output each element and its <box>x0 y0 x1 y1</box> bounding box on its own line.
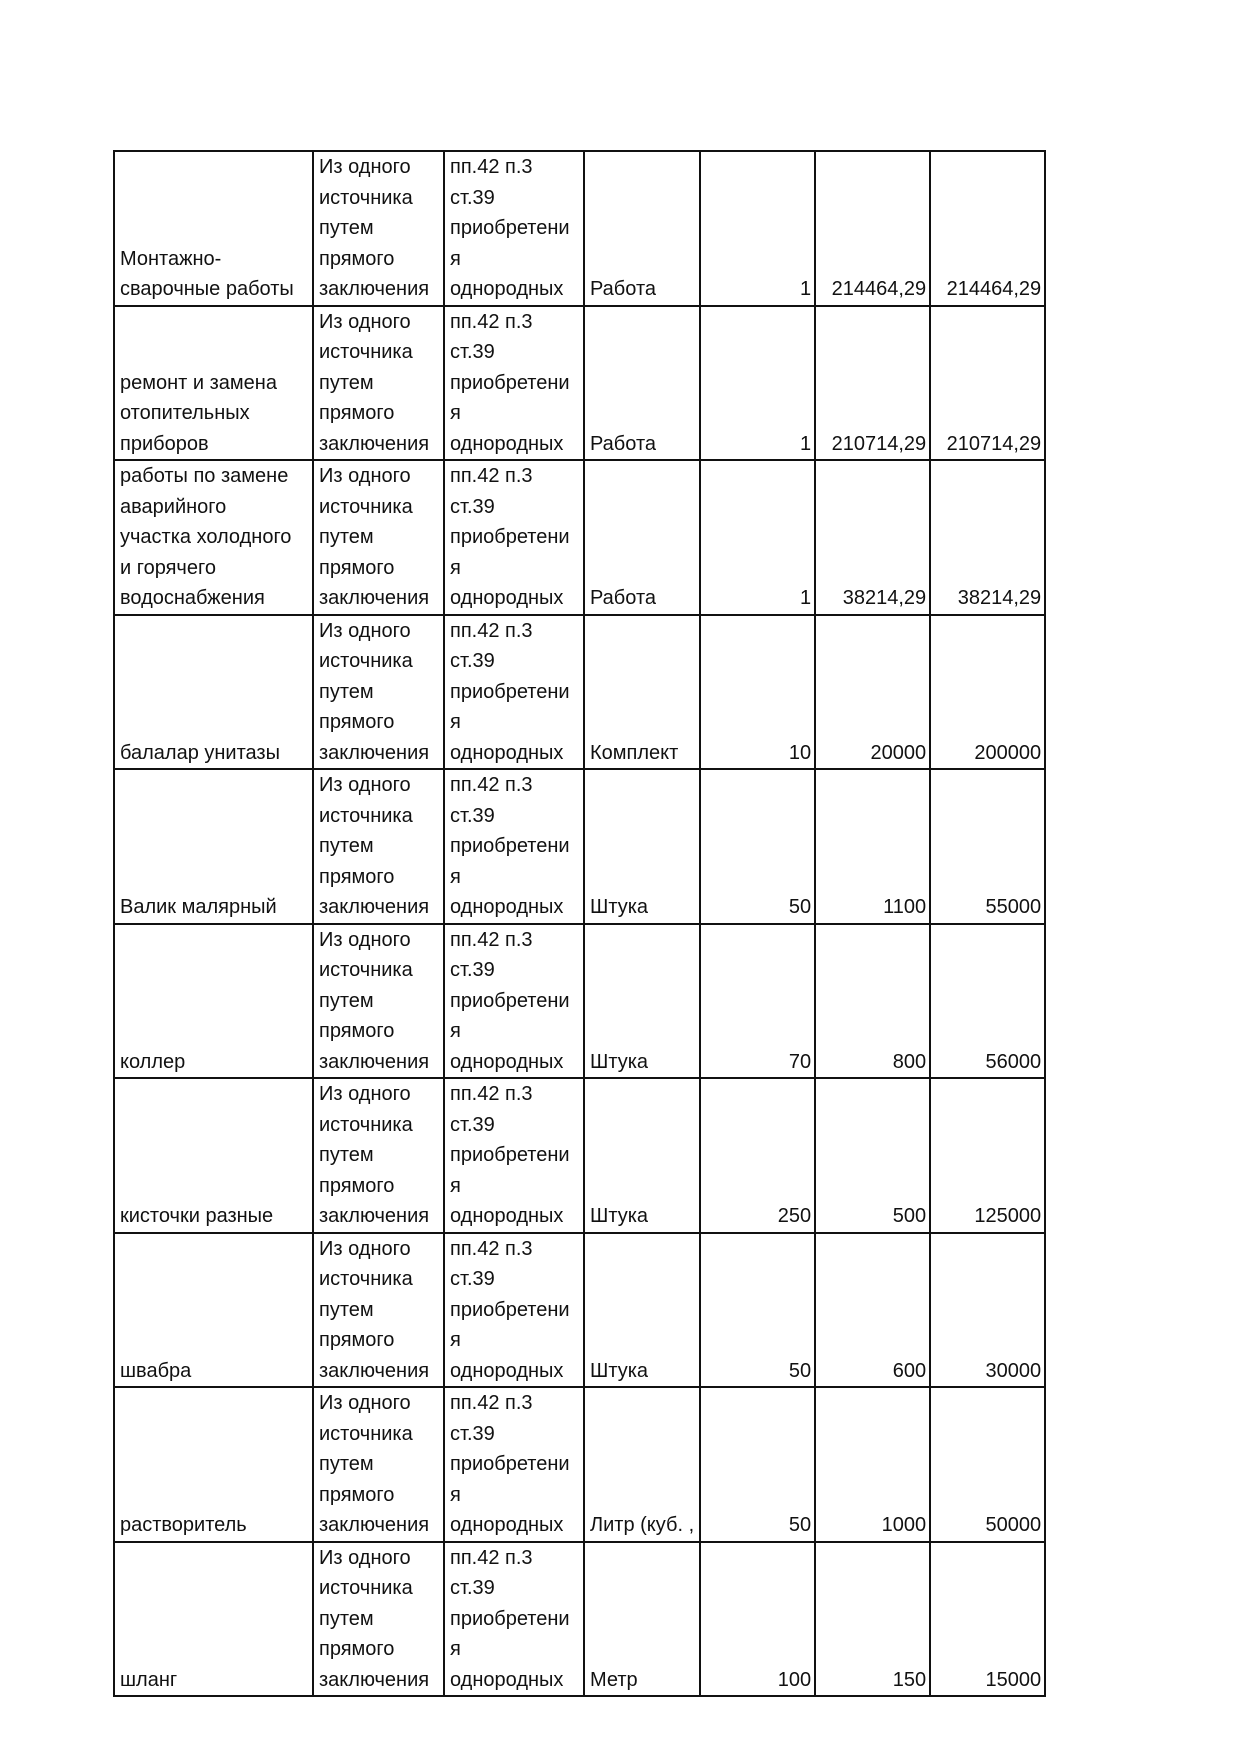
quantity-cell-text: 50 <box>788 1514 812 1536</box>
procurement-method-cell-text: Из одного источника путем прямого заключения <box>319 774 430 918</box>
procurement-method-cell <box>313 151 444 306</box>
unit-price-cell <box>815 151 930 306</box>
item-name-cell-text: работы по замене аварийного участка холодного и горячего водоснабжения <box>120 465 292 609</box>
legal-basis-cell <box>444 924 584 1079</box>
unit-cell <box>584 306 700 461</box>
procurement-method-cell <box>313 769 444 924</box>
table-row <box>114 460 1045 615</box>
item-name-cell-text: шланг <box>120 1668 178 1691</box>
unit-price-cell-text: 1100 <box>883 896 927 918</box>
item-name-cell-text: кисточки разные <box>120 1205 274 1227</box>
procurement-method-cell-text: Из одного источника путем прямого заключения <box>319 619 430 764</box>
quantity-cell-text: 50 <box>788 896 812 918</box>
item-name-cell-text: ремонт и замена отопительных приборов <box>120 371 277 455</box>
unit-price-cell <box>815 1387 930 1542</box>
quantity-cell <box>700 1233 815 1388</box>
unit-cell-text: Штука <box>590 1050 649 1073</box>
legal-basis-cell <box>444 1078 584 1233</box>
unit-price-cell-text: 800 <box>892 1050 927 1073</box>
unit-cell-text: Метр <box>590 1668 638 1691</box>
table-row <box>114 1387 1045 1542</box>
legal-basis-cell-text: пп.42 п.3 ст.39 приобретени я однородных <box>450 928 570 1073</box>
unit-price-cell-text: 20000 <box>870 741 927 764</box>
item-name-cell <box>114 769 313 924</box>
total-amount-cell-text: 50000 <box>985 1514 1042 1536</box>
total-amount-cell-text: 30000 <box>985 1359 1042 1382</box>
item-name-cell <box>114 615 313 770</box>
total-amount-cell-text: 38214,29 <box>957 587 1042 609</box>
quantity-cell-text: 100 <box>777 1668 812 1691</box>
quantity-cell <box>700 1542 815 1697</box>
unit-price-cell <box>815 1233 930 1388</box>
quantity-cell <box>700 306 815 461</box>
quantity-cell-text: 70 <box>788 1050 812 1073</box>
procurement-method-cell <box>313 460 444 615</box>
procurement-method-cell <box>313 306 444 461</box>
quantity-cell <box>700 769 815 924</box>
unit-price-cell-text: 1000 <box>881 1514 927 1536</box>
unit-cell-text: Работа <box>590 278 656 300</box>
table-row <box>114 306 1045 461</box>
total-amount-cell <box>930 1542 1045 1697</box>
quantity-cell-text: 1 <box>800 278 812 300</box>
unit-price-cell-text: 500 <box>892 1205 927 1227</box>
quantity-cell-text: 250 <box>777 1205 812 1227</box>
unit-cell-text: Штука <box>590 896 649 918</box>
total-amount-cell <box>930 151 1045 306</box>
unit-price-cell-text: 600 <box>892 1359 927 1382</box>
total-amount-cell <box>930 924 1045 1079</box>
unit-price-cell-text: 214464,29 <box>831 278 927 300</box>
table-row <box>114 769 1045 924</box>
unit-price-cell <box>815 306 930 461</box>
legal-basis-cell-text: пп.42 п.3 ст.39 приобретени я однородных <box>450 774 570 918</box>
legal-basis-cell <box>444 151 584 306</box>
legal-basis-cell-text: пп.42 п.3 ст.39 приобретени я однородных <box>450 1083 570 1227</box>
procurement-method-cell-text: Из одного источника путем прямого заключения <box>319 1546 430 1691</box>
procurement-method-cell <box>313 1387 444 1542</box>
legal-basis-cell <box>444 769 584 924</box>
legal-basis-cell <box>444 1233 584 1388</box>
unit-cell <box>584 1078 700 1233</box>
quantity-cell <box>700 151 815 306</box>
unit-cell <box>584 1542 700 1697</box>
total-amount-cell-text: 55000 <box>985 896 1042 918</box>
procurement-method-cell <box>313 615 444 770</box>
legal-basis-cell <box>444 1542 584 1697</box>
unit-cell <box>584 769 700 924</box>
item-name-cell <box>114 1078 313 1233</box>
procurement-method-cell-text: Из одного источника путем прямого заключения <box>319 310 430 455</box>
legal-basis-cell-text: пп.42 п.3 ст.39 приобретени я однородных <box>450 465 570 609</box>
total-amount-cell-text: 56000 <box>985 1050 1042 1073</box>
total-amount-cell <box>930 1078 1045 1233</box>
table-row <box>114 1542 1045 1697</box>
unit-price-cell-text: 38214,29 <box>842 587 927 609</box>
item-name-cell-text: швабра <box>120 1359 192 1382</box>
unit-cell-text: Работа <box>590 587 656 609</box>
unit-price-cell <box>815 1078 930 1233</box>
table-row <box>114 924 1045 1079</box>
item-name-cell <box>114 306 313 461</box>
unit-cell-text: Работа <box>590 432 656 455</box>
total-amount-cell <box>930 1387 1045 1542</box>
quantity-cell-text: 1 <box>800 432 812 455</box>
unit-cell-text: Литр (куб. , <box>590 1514 695 1536</box>
procurement-method-cell-text: Из одного источника путем прямого заключения <box>319 1392 430 1536</box>
legal-basis-cell <box>444 460 584 615</box>
legal-basis-cell-text: пп.42 п.3 ст.39 приобретени я однородных <box>450 1392 570 1536</box>
item-name-cell <box>114 924 313 1079</box>
unit-price-cell <box>815 924 930 1079</box>
total-amount-cell <box>930 460 1045 615</box>
table-row <box>114 1233 1045 1388</box>
legal-basis-cell-text: пп.42 п.3 ст.39 приобретени я однородных <box>450 156 570 300</box>
item-name-cell <box>114 460 313 615</box>
unit-cell-text: Штука <box>590 1359 649 1382</box>
procurement-table <box>113 150 1046 1697</box>
total-amount-cell <box>930 306 1045 461</box>
total-amount-cell-text: 15000 <box>985 1668 1042 1691</box>
unit-price-cell <box>815 1542 930 1697</box>
item-name-cell <box>114 1387 313 1542</box>
table-row <box>114 615 1045 770</box>
procurement-method-cell-text: Из одного источника путем прямого заключения <box>319 465 430 609</box>
legal-basis-cell-text: пп.42 п.3 ст.39 приобретени я однородных <box>450 310 570 455</box>
unit-price-cell <box>815 615 930 770</box>
legal-basis-cell-text: пп.42 п.3 ст.39 приобретени я однородных <box>450 619 570 764</box>
procurement-method-cell-text: Из одного источника путем прямого заключения <box>319 1083 430 1227</box>
total-amount-cell <box>930 615 1045 770</box>
unit-price-cell <box>815 460 930 615</box>
procurement-method-cell-text: Из одного источника путем прямого заключения <box>319 928 430 1073</box>
item-name-cell-text: балалар унитазы <box>120 741 280 764</box>
item-name-cell-text: Валик малярный <box>120 896 277 918</box>
unit-price-cell <box>815 769 930 924</box>
legal-basis-cell <box>444 615 584 770</box>
total-amount-cell-text: 210714,29 <box>946 432 1042 455</box>
legal-basis-cell-text: пп.42 п.3 ст.39 приобретени я однородных <box>450 1546 570 1691</box>
legal-basis-cell-text: пп.42 п.3 ст.39 приобретени я однородных <box>450 1237 570 1382</box>
unit-cell-text: Штука <box>590 1205 649 1227</box>
total-amount-cell-text: 214464,29 <box>946 278 1042 300</box>
unit-cell-text: Комплект <box>590 741 679 764</box>
unit-price-cell-text: 210714,29 <box>831 432 927 455</box>
procurement-method-cell <box>313 1233 444 1388</box>
quantity-cell <box>700 460 815 615</box>
unit-cell <box>584 924 700 1079</box>
unit-cell <box>584 1387 700 1542</box>
quantity-cell <box>700 1078 815 1233</box>
table-row <box>114 1078 1045 1233</box>
total-amount-cell-text: 200000 <box>974 741 1042 764</box>
procurement-method-cell <box>313 1542 444 1697</box>
item-name-cell-text: Монтажно- сварочные работы <box>120 247 294 300</box>
procurement-method-cell <box>313 1078 444 1233</box>
total-amount-cell-text: 125000 <box>974 1205 1042 1227</box>
procurement-method-cell <box>313 924 444 1079</box>
procurement-method-cell-text: Из одного источника путем прямого заключения <box>319 1237 430 1382</box>
unit-cell <box>584 151 700 306</box>
item-name-cell <box>114 1542 313 1697</box>
quantity-cell <box>700 924 815 1079</box>
total-amount-cell <box>930 1233 1045 1388</box>
item-name-cell <box>114 1233 313 1388</box>
unit-price-cell-text: 150 <box>892 1668 927 1691</box>
total-amount-cell <box>930 769 1045 924</box>
quantity-cell-text: 1 <box>800 587 812 609</box>
legal-basis-cell <box>444 1387 584 1542</box>
table-row <box>114 151 1045 306</box>
legal-basis-cell <box>444 306 584 461</box>
quantity-cell-text: 50 <box>788 1359 812 1382</box>
item-name-cell <box>114 151 313 306</box>
item-name-cell-text: коллер <box>120 1050 186 1073</box>
unit-cell <box>584 1233 700 1388</box>
unit-cell <box>584 460 700 615</box>
procurement-method-cell-text: Из одного источника путем прямого заключения <box>319 156 430 300</box>
quantity-cell-text: 10 <box>788 741 812 764</box>
unit-cell <box>584 615 700 770</box>
quantity-cell <box>700 615 815 770</box>
quantity-cell <box>700 1387 815 1542</box>
item-name-cell-text: растворитель <box>120 1514 247 1536</box>
